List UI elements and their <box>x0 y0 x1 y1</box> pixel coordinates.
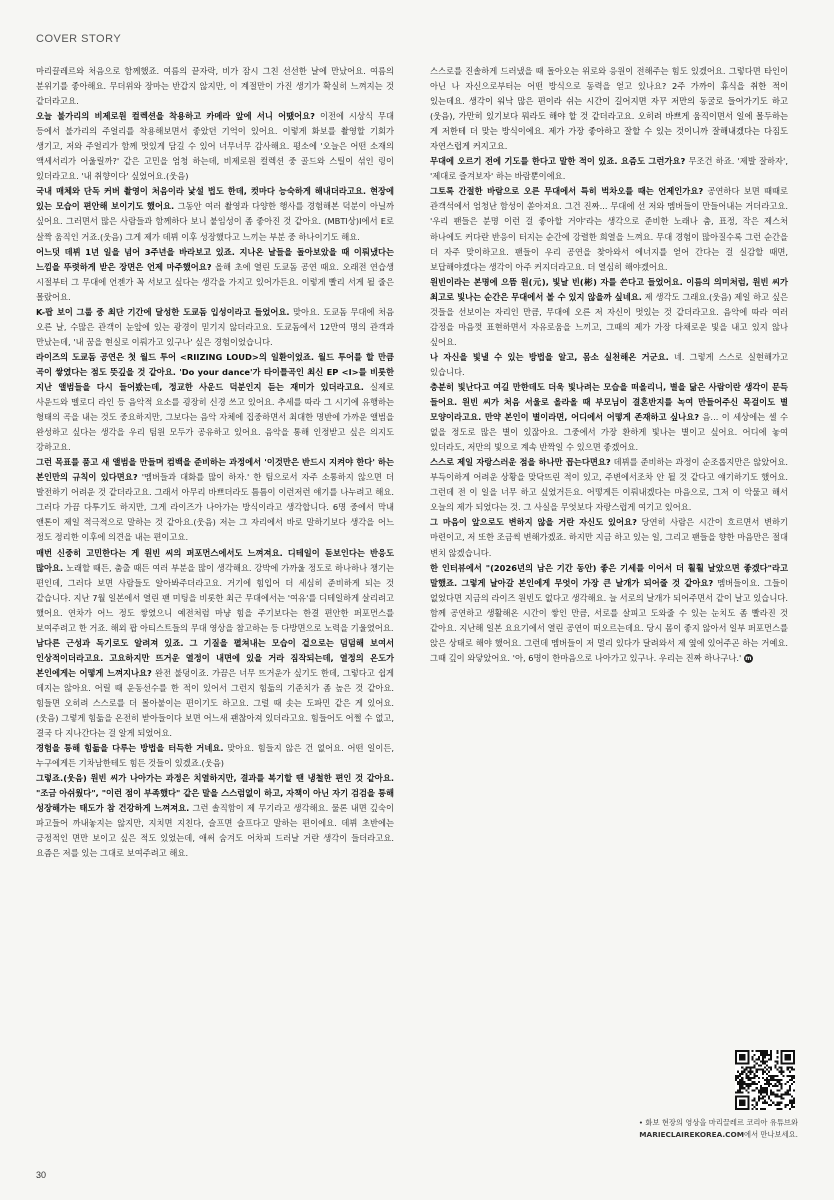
answer: 노래할 때든, 춤출 때든 여러 부분을 많이 생각해요. 강박에 가까울 정도로 하나하나 챙기는 편인데, 그러다 보면 사람들도 알아봐주더라고요. 거기에 힘입어 더 세심히 준비하게 되는 것 같습니다. 지난 7월 일본에서 열린 팬 미팅을 비롯한 최근 무대에서는 '여유'를 디테일하게 살리려고 했어요. 연차가 어느 정도 쌓였으니 예전처럼 마냥 힘을 주기보다는 한결 편안한 퍼포먼스를 보여주려고 한 거죠. 해외 팝 아티스트들의 무대 영상을 참고하는 등 다방면으로 노력을 기울였어요. <box>36 562 394 633</box>
qa-paragraph <box>36 771 394 861</box>
caption-line: MARIECLAIREKOREA.COM에서 만나보세요. <box>639 1130 798 1139</box>
answer: 완전 불덩이죠. 가끔은 너무 뜨거운가 싶기도 한데, 그렇다고 쉽게 데지는 않아요. 어릴 때 운동선수를 한 적이 있어서 그런지 힘듦의 기준치가 좀 높은 것 같아요. 힘들면 오히려 스스로를 더 몰아붙이는 편이기도 하고요. 그럴 때 솟는 도파민 같은 게 있어요.(웃음) 그렇게 힘듦을 온전히 받아들이다 보면 어느새 괜찮아져 있더라고요. 힘들어도 어쩔 수 없고, 결국 다 지나간다는 걸 알게 되었어요. <box>36 667 394 739</box>
qa-paragraph <box>430 64 788 154</box>
qa-paragraph <box>430 561 788 666</box>
right-column <box>430 64 788 666</box>
page-number: 30 <box>36 1170 47 1180</box>
question: 충분히 빛난다고 여길 만한데도 더욱 빛나려는 모습을 떠올리니, 별을 닮은 사람이란 생각이 문득 들어요. 원빈 씨가 처음 서울로 올라올 때 부모님이 결혼반지를 녹여 만들어주신 목걸이도 별 모양이라고요. 만약 본인이 별이라면, 어디에서 어떻게 존재하고 싶나요? <box>430 381 788 423</box>
video-caption <box>600 1117 798 1141</box>
question: 한 인터뷰에서 "(2026년의 남은 기간 동안) 좋은 기세를 이어서 더 훨훨 날았으면 좋겠다"라고 말했죠. 그렇게 날아갈 본인에게 무엇이 가장 큰 날개가 되어줄 것 같아요? <box>430 562 788 588</box>
question: 남다른 근성과 독기로도 알려져 있죠. 그 기질을 펼쳐내는 모습이 겉으로는 덤덤해 보여서 인상적이더라고요. 고요하지만 뜨거운 열정이 내면에 있을 거라 짐작되는데, 열정의 온도가 본인에게는 어떻게 느껴지나요? <box>36 637 394 678</box>
qa-paragraph <box>36 546 394 636</box>
qa-paragraph <box>430 515 788 560</box>
answer: 그동안 여러 촬영과 다양한 행사를 경험해본 덕분이 아닐까 싶어요. 그러면서 많은 사람들과 함께하다 보니 붙임성이 좀 좋아진 것 같아요. (MBTI상)I에서 E로 살짝 움직인 거죠.(웃음) 그게 제가 데뷔 이후 성장했다고 느끼는 부분 중 하나이기도 해요. <box>36 201 394 242</box>
answer: 무조건 하죠. '제발 잘하자', '제대로 즐겨보자' 하는 바람뿐이에요. <box>430 156 788 182</box>
answer: 제 생각도 그래요.(웃음) 제일 하고 싶은 것들을 선보이는 자리인 만큼, 무대에 오른 저 자신이 멋있는 것 같더라고요. 음악에 따라 여러 감정을 마음껏 표현하면서 자유로움을 느끼고, 그때의 제가 가장 다채로운 빛을 내고 있지 않나 싶어요. <box>430 291 788 347</box>
question: 그 마음이 앞으로도 변하지 않을 거란 자신도 있어요? <box>430 517 637 528</box>
answer: 그런 솔직함이 제 무기라고 생각해요. 물론 내면 깊숙이 파고들어 까내놓지는 않지만, 지치면 지친다, 슬프면 슬프다고 말하는 편이에요. 데뷔 초반에는 긍정적인 면만 보이고 싶은 적도 있었는데, 애써 숨겨도 어차피 드러날 거란 생각이 들더라고요. 요즘은 저를 있는 그대로 보여주려고 해요. <box>36 803 394 859</box>
answer: '멤버들과 대화를 많이 하자.' 한 팀으로서 자주 소통하지 않으면 더 발전하기 어려운 것 같더라고요. 그래서 아무리 바쁘더라도 틈틈이 이런저런 얘기를 나누려고 해요. 그러다 가끔 다투기도 하지만, 그게 라이즈가 나아가는 방식이라고 생각합니다. 6명 중에서 막내 앤톤이 제일 적극적으로 말하는 것 같아요.(웃음) 저는 그 자리에서 바로 말하기보다 생각을 어느 정도 정리한 이후에 의견을 내는 편이고요. <box>36 472 394 543</box>
answer: 멤버들이요. 그들이 없었다면 지금의 라이즈 원빈도 없다고 생각해요. 늘 서로의 날개가 되어주면서 같이 날고 있습니다. 함께 공연하고 생활해온 시간이 쌓인 만큼, 서로를 살피고 도와줄 수 있는 눈치도 좀 빨라진 것 같아요. 지난해 일본 요요기에서 열린 공연이 떠오르는데요. 당시 몸이 좋지 않아서 일부 퍼포먼스를 앉은 상태로 해야 했어요. 그런데 멤버들이 저 멀리 있다가 달려와서 제 옆에 있어주곤 하는 거예요. 그때 깊이 와닿았어요. '아, 6명이 한마음으로 나아가고 있구나. 우리는 진짜 하나구나.' <box>430 577 788 663</box>
answer: 실제로 사운드와 멜로디 라인 등 음악적 요소를 굉장히 신경 쓰고 있어요. 추세를 따라 그 시기에 유행하는 형태의 곡을 내는 것도 중요하지만, 그보다는 음악 자체에 집중하면서 최대한 명반에 가까운 앨범을 완성하고 싶다는 생각을 우리 팀원 모두가 공유하고 있어요. 음악을 통해 인정받고 싶은 의지도 강하고요. <box>36 381 394 453</box>
question: 어느덧 데뷔 1년 일을 넘어 3주년을 바라보고 있죠. 지나온 날들을 돌아보았을 때 이뤄냈다는 느낌을 뚜렷하게 받은 장면은 언제 마주했어요? <box>36 246 394 272</box>
answer: 네. 그렇게 스스로 실현해가고 있습니다. <box>430 351 788 377</box>
answer: 음... 이 세상에는 셀 수 없을 정도로 많은 별이 있잖아요. 그중에서 가장 환하게 빛나는 별이고 싶어요. 어디에 놓여 있더라도, 저만의 빛으로 계속 반짝일 수 있으면 좋겠어요. <box>430 412 788 453</box>
qa-paragraph <box>36 636 394 741</box>
question: 경험을 통해 힘듦을 다루는 방법을 터득한 거네요. <box>36 743 224 754</box>
qa-paragraph <box>36 184 394 244</box>
qa-paragraph <box>430 455 788 515</box>
left-column <box>36 64 394 861</box>
qa-paragraph <box>36 350 394 455</box>
answer: 데뷔를 준비하는 과정이 순조롭지만은 않았어요. 부득이하게 어려운 상황을 맞닥뜨린 적이 있고, 주변에서조차 안 될 것 같다고 얘기하기도 했어요. 그런데 전 이 일을 너무 하고 싶었거든요. 어떻게든 이뤄내겠다는 마음으로, 그저 이 악물고 해서 오늘의 제가 되었다는 것. 그 사실을 무엇보다 자랑스럽게 여기고 있어요. <box>430 457 788 513</box>
answer: 당연히 사람은 시간이 흐르면서 변하기 마련이고, 저 또한 조금씩 변해가겠죠. 하지만 지금 하고 있는 일, 그리고 팬들을 향한 마음만은 절대 변치 않겠습니다. <box>430 517 788 558</box>
question: 오늘 불가리의 비제로원 컬렉션을 착용하고 카메라 앞에 서니 어땠어요? <box>36 111 315 122</box>
qr-code-icon[interactable] <box>735 1050 795 1110</box>
question: 2주 가까이 휴식을 취한 적이 있는데요. 생각이 워낙 많은 편이라 쉬는 시간이 길어지면 자꾸 저만의 동굴로 들어가기도 하고(웃음), 가만히 있기보다 뭐라도 해야 할 것 같더라고요. 오히려 바쁘게 움직이면서 일에 몰두하는 게 저한테 더 맞는 방식이에요. 제가 가장 좋아하고 잘할 수 있는 것이니까 잘해내겠다는 다짐도 자연스럽게 커지고요. <box>430 81 788 152</box>
qa-paragraph <box>430 154 788 184</box>
question: 그렇죠.(웃음) 원빈 씨가 나아가는 과정은 치열하지만, 결과를 복기할 땐 냉철한 편인 것 같아요. "조금 아쉬웠다", "이런 점이 부족했다" 같은 말을 스스럼없이 하고, 자책이 아닌 자기 검검을 통해 성장해가는 태도가 참 건강하게 느껴져요. <box>36 773 394 814</box>
answer: 올해 초에 열린 도쿄돔 공연 때요. 오래전 연습생 시절부터 그 무대에 언젠가 꼭 서보고 싶다는 생각을 가지고 있어가든요. 이렇게 빨리 서게 될 줄은 몰랐어요. <box>36 261 394 302</box>
question: 그런 목표를 품고 새 앨범을 만들며 컴백을 준비하는 과정에서 '이것만은 반드시 지켜야 한다' 하는 본인만의 규칙이 있다면요? <box>36 457 394 483</box>
end-mark-icon: m <box>745 654 752 662</box>
question: 나 자신을 빛낼 수 있는 방법을 알고, 몸소 실천해온 거군요. <box>430 351 669 362</box>
qa-paragraph <box>36 305 394 350</box>
answer: 맞아요. 도쿄돔 무대에 처음 오른 날, 수많은 관객이 눈앞에 있는 광경이 믿기지 않더라고요. 도쿄돔에서 12만여 명의 관객과 만났는데, '내 꿈을 현실로 이뤄가고 있구나' 싶은 경험이었습니다. <box>36 306 394 347</box>
answer: 공연하다 보면 때때로 관객석에서 엄청난 함성이 쏟아져요. 그건 진짜... 무대에 선 저와 멤버들이 만들어내는 거더라고요. '우리 팬들은 분명 이런 걸 좋아할 거야'라는 생각으로 준비한 노래나 춤, 표정, 작은 제스처 하나에도 커다란 반응이 터지는 순간에 강렬한 희열을 느껴요. 무대 경험이 많아질수록 그런 순간을 더 자주 맞이하고요. 팬들이 우리 공연을 찾아와서 에너지를 얻어 간다는 걸 실감할 때면, 보답해야겠다는 생각이 아주 커지더라고요. 더 열심히 해야겠어요. <box>430 186 789 272</box>
qa-paragraph <box>36 741 394 771</box>
question: 그토록 간절한 바람으로 오른 무대에서 특히 벅차오를 때는 언제인가요? <box>430 186 704 197</box>
qa-paragraph <box>36 245 394 305</box>
paragraph: 마리끌레르와 처음으로 함께했죠. 여름의 끝자락, 비가 잠시 그친 선선한 날에 만났어요. 여름의 분위기를 좋아해요. 무더위와 장마는 반갑지 않지만, 이 계절만이 가진 생기가 확실히 느껴지는 것 같더라고요. <box>36 66 394 107</box>
qa-paragraph <box>430 380 788 455</box>
qa-paragraph <box>430 275 788 350</box>
answer: 이전에 시상식 무대 등에서 불가리의 주얼리를 착용해보면서 좋았던 기억이 있어요. 이렇게 화보를 촬영할 기회가 생기고, 저와 주얼리가 함께 멋있게 담길 수 있어 너무너무 감사해요. 평소에 '오늘은 어떤 소재의 액세서리가 어울릴까?' 같은 고민을 엄청 하는데, 비제로원 컬렉션 중 골드와 스틸이 섞인 링이 있더라고요. '내 취향이다' 싶었어요.(웃음) <box>36 111 394 182</box>
question: 매번 신중히 고민한다는 게 원빈 씨의 퍼포먼스에서도 느껴져요. 디테일이 돋보인다는 반응도 많아요. <box>36 547 394 573</box>
caption-line: • 화보 현장의 영상을 마리끌레르 코리아 유튜브와 <box>638 1118 798 1127</box>
question: 라이즈의 도쿄돔 공연은 첫 월드 투어 <RIIZING LOUD>의 일환이었죠. 월드 투어를 할 만큼 곡이 쌓였다는 점도 뜻깊을 것 같아요. 'Do your dance'가 타이틀곡인 최신 EP <I>를 비롯한 지난 앨범들을 다시 들어봤는데, 정교한 사운드 덕분인지 듣는 재미가 있더라고요. <box>36 351 394 392</box>
question: 원빈이라는 본명에 으뜸 원(元), 빛날 빈(彬) 자를 쓴다고 들었어요. 이름의 의미처럼, 원빈 씨가 최고로 빛나는 순간은 무대에서 볼 수 있지 않을까 싶네요. <box>430 276 788 302</box>
question: 국내 매체와 단독 커버 촬영이 처음이라 낯설 법도 한데, 컷마다 능숙하게 해내더라고요. 현장에 있는 모습이 편안해 보이기도 했어요. <box>36 186 394 212</box>
answer: 맞아요. 힘들지 않은 건 없어요. 어떤 일이든, 누구에게든 기차남한테도 힘든 것들이 있겠죠.(웃음) <box>36 743 394 769</box>
section-header: COVER STORY <box>36 33 122 45</box>
answer: 스스로를 진솔하게 드러냈을 때 돌아오는 위로와 응원이 전해주는 힘도 있겠어요. 그렇다면 타인이 아닌 나 자신으로부터는 어떤 방식으로 동력을 얻고 있나요? <box>430 66 788 92</box>
caption-site-link[interactable]: MARIECLAIREKOREA.COM <box>639 1130 745 1139</box>
qa-paragraph <box>36 455 394 545</box>
qa-paragraph <box>36 109 394 184</box>
qa-paragraph <box>430 184 788 274</box>
qa-paragraph <box>430 350 788 380</box>
question: 스스로 제일 자랑스러운 점을 하나만 꼽는다면요? <box>430 457 611 468</box>
question: K-팝 보이 그룹 중 최단 기간에 달성한 도쿄돔 입성이라고 들었어요. <box>36 306 290 317</box>
question: 무대에 오르기 전에 기도를 한다고 말한 적이 있죠. 요즘도 그런가요? <box>430 156 686 167</box>
